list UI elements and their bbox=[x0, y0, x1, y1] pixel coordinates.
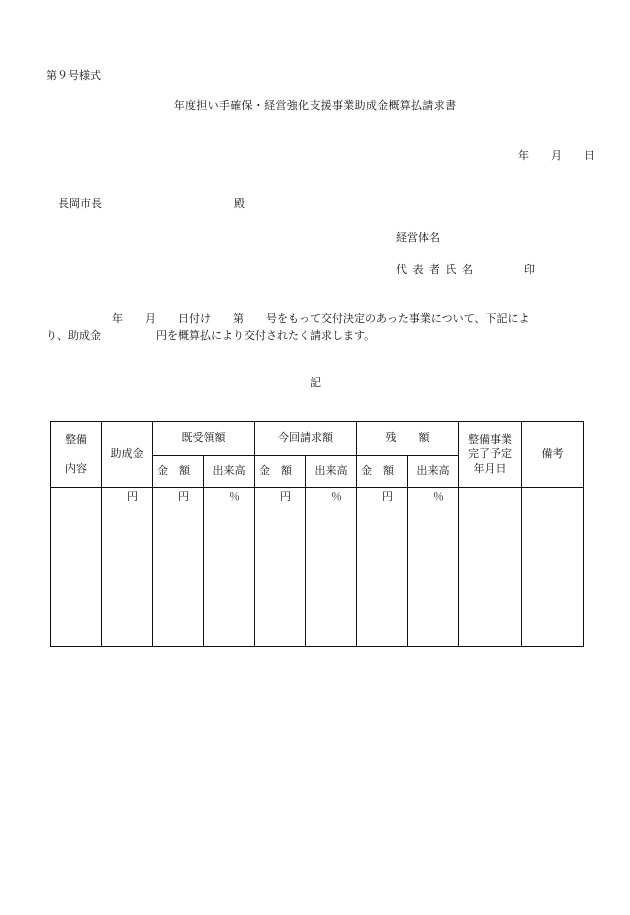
date-day: 日 bbox=[584, 149, 595, 162]
header-completion-line-2: 完了予定 bbox=[468, 447, 512, 461]
sub-received-amount: 金 額 bbox=[153, 456, 204, 488]
document-title: 年度担い手確保・経営強化支援事業助成金概算払請求書 bbox=[173, 99, 457, 112]
request-body-line-1-text: 年 月 日付け 第 号をもって交付決定のあった事業について、下記によ bbox=[112, 312, 530, 325]
header-completion-line-1: 整備事業 bbox=[468, 433, 512, 447]
unit-subsidy: 円 bbox=[102, 488, 153, 511]
sub-current-progress: 出来高 bbox=[306, 456, 357, 488]
date-year: 年 bbox=[518, 149, 529, 162]
request-body-line-1 bbox=[46, 310, 586, 327]
organization-name-label: 経営体名 bbox=[396, 231, 440, 244]
request-body bbox=[46, 310, 586, 344]
body-subsidy[interactable] bbox=[102, 510, 153, 647]
body-completion-date[interactable] bbox=[459, 510, 522, 647]
header-received-amount: 既受領額 bbox=[153, 422, 255, 456]
seal-mark: 印 bbox=[524, 263, 535, 276]
cell-maintenance-content[interactable] bbox=[51, 488, 102, 511]
honorific: 殿 bbox=[234, 197, 245, 210]
cell-notes[interactable] bbox=[522, 488, 584, 511]
sub-received-progress: 出来高 bbox=[204, 456, 255, 488]
request-table bbox=[50, 421, 584, 647]
header-notes: 備考 bbox=[522, 422, 584, 488]
header-subsidy: 助成金 bbox=[102, 422, 153, 488]
header-remaining: 残 額 bbox=[357, 422, 459, 456]
unit-received-amount: 円 bbox=[153, 488, 204, 511]
body-remaining-amount[interactable] bbox=[357, 510, 408, 647]
header-completion-date bbox=[459, 422, 522, 488]
unit-received-progress: ％ bbox=[204, 488, 255, 511]
body-current-progress[interactable] bbox=[306, 510, 357, 647]
request-body-line-2: り、助成金 円を概算払により交付されたく請求します。 bbox=[46, 329, 376, 342]
request-body-indent bbox=[46, 312, 112, 325]
header-current-request: 今回請求額 bbox=[255, 422, 357, 456]
unit-current-progress: ％ bbox=[306, 488, 357, 511]
body-received-progress[interactable] bbox=[204, 510, 255, 647]
sub-current-amount: 金 額 bbox=[255, 456, 306, 488]
record-heading: 記 bbox=[310, 376, 321, 389]
sub-remaining-progress: 出来高 bbox=[408, 456, 459, 488]
body-notes[interactable] bbox=[522, 510, 584, 647]
sub-remaining-amount: 金 額 bbox=[357, 456, 408, 488]
date-month: 月 bbox=[551, 149, 562, 162]
addressee: 長岡市長 bbox=[58, 197, 102, 210]
body-maintenance-content[interactable] bbox=[51, 510, 102, 647]
unit-current-amount: 円 bbox=[255, 488, 306, 511]
body-received-amount[interactable] bbox=[153, 510, 204, 647]
body-remaining-progress[interactable] bbox=[408, 510, 459, 647]
representative-name-label: 代表者氏名 bbox=[396, 263, 479, 276]
date-line bbox=[518, 150, 595, 161]
header-completion-line-3: 年月日 bbox=[473, 461, 507, 475]
cell-completion-date[interactable] bbox=[459, 488, 522, 511]
header-maintenance-top: 整備 bbox=[65, 433, 87, 447]
unit-remaining-amount: 円 bbox=[357, 488, 408, 511]
header-maintenance-bottom: 内容 bbox=[65, 461, 87, 475]
unit-remaining-progress: ％ bbox=[408, 488, 459, 511]
form-number: 第９号様式 bbox=[46, 69, 101, 82]
body-current-amount[interactable] bbox=[255, 510, 306, 647]
header-maintenance-content bbox=[51, 422, 102, 488]
